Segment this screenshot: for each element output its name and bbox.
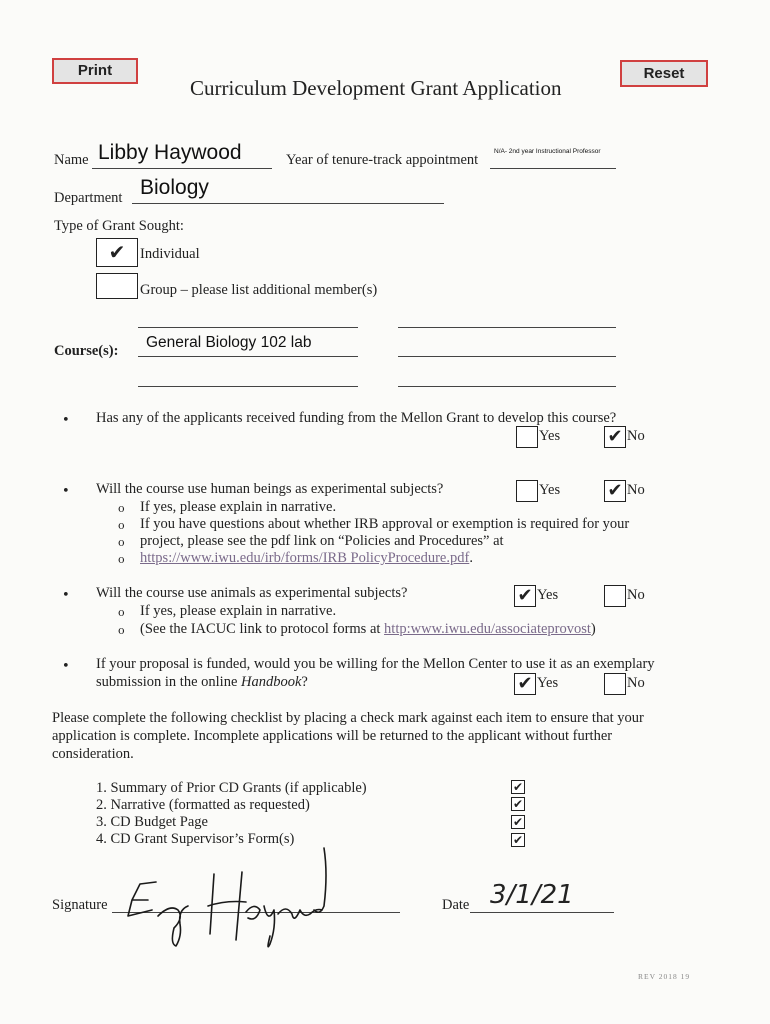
name-label: Name [54, 152, 89, 168]
q3-yes-label: Yes [537, 587, 559, 603]
q2-yes-checkbox[interactable] [516, 480, 538, 502]
individual-checkbox[interactable] [96, 238, 138, 267]
q3-no-label: No [627, 587, 645, 603]
checklist-intro-3: consideration. [52, 746, 134, 762]
q1-no-label: No [627, 428, 645, 444]
q4-yes-label: Yes [537, 675, 559, 691]
sub-bullet-icon: o [118, 606, 125, 619]
q2-sub2: If you have questions about whether IRB approval or exemption is required for your [140, 516, 630, 532]
course-line-5 [138, 386, 358, 387]
name-underline [92, 168, 272, 169]
department-label: Department [54, 190, 123, 206]
q2-sub1: If yes, please explain in narrative. [140, 499, 337, 515]
group-checkbox[interactable] [96, 273, 138, 299]
q2-yes-label: Yes [539, 482, 561, 498]
sub-bullet-icon: o [118, 519, 125, 532]
q2-sub3: project, please see the pdf link on “Policies and Procedures” at [140, 533, 504, 549]
date-label: Date [442, 897, 470, 913]
tenure-field[interactable]: N/A- 2nd year Instructional Professor [494, 148, 601, 155]
q3-text: Will the course use animals as experimental subjects? [96, 585, 408, 601]
q2-no-label: No [627, 482, 645, 498]
bullet-icon: • [62, 484, 70, 499]
page-title: Curriculum Development Grant Application [190, 76, 562, 100]
checklist-checkbox[interactable]: ✔ [512, 780, 524, 794]
q1-no-checkbox[interactable]: ✔ [604, 426, 626, 448]
q3-sub2-text: (See the IACUC link to protocol forms at [140, 621, 385, 637]
reset-button[interactable]: Reset [620, 60, 708, 87]
sub-bullet-icon: o [118, 536, 125, 549]
q4-yes-checkbox[interactable]: ✔ [514, 673, 536, 695]
q1-text: Has any of the applicants received funding from the Mellon Grant to develop this course? [96, 410, 617, 426]
course-field-1[interactable]: General Biology 102 lab [146, 334, 312, 351]
q2-no-checkbox[interactable]: ✔ [604, 480, 626, 502]
signature-label: Signature [52, 897, 108, 913]
checklist-item: 3. CD Budget Page [96, 814, 208, 830]
sub-bullet-icon: o [118, 502, 125, 515]
courses-label: Course(s): [54, 343, 119, 359]
checklist-item: 2. Narrative (formatted as requested) [96, 797, 310, 813]
grant-type-label: Type of Grant Sought: [54, 218, 184, 234]
sub-bullet-icon: o [118, 553, 125, 566]
checklist-checkbox[interactable]: ✔ [512, 797, 524, 811]
q3-sub2-end: ) [590, 621, 596, 637]
q3-sub2 [140, 621, 596, 638]
date-field[interactable]: 3/1/21 [490, 880, 574, 910]
checklist-intro-2: application is complete. Incomplete applications will be returned to the applicant without further [52, 728, 613, 744]
q2-text: Will the course use human beings as experimental subjects? [96, 481, 444, 497]
date-underline [470, 912, 614, 913]
q4-no-label: No [627, 675, 645, 691]
name-field[interactable]: Libby Haywood [98, 141, 242, 164]
checklist-intro-1: Please complete the following checklist by placing a check mark against each item to ensure that your [52, 710, 644, 726]
q4-text-pre: submission in the online [96, 674, 241, 690]
q1-yes-label: Yes [539, 428, 561, 444]
bullet-icon: • [62, 659, 70, 674]
department-field[interactable]: Biology [140, 176, 209, 199]
bullet-icon: • [62, 588, 70, 603]
print-button[interactable]: Print [52, 58, 138, 84]
course-line-3 [138, 356, 358, 357]
checklist-checkbox[interactable]: ✔ [512, 815, 524, 829]
course-line-1 [138, 327, 358, 328]
checklist-checkbox[interactable]: ✔ [512, 833, 524, 847]
sub-bullet-icon: o [118, 624, 125, 637]
irb-policy-link[interactable] [140, 550, 473, 567]
q4-text-line1: If your proposal is funded, would you be willing for the Mellon Center to use it as an exemplary [96, 656, 655, 672]
checkmark-icon: ✔ [108, 240, 126, 264]
checklist-item: 4. CD Grant Supervisor’s Form(s) [96, 831, 295, 847]
individual-label: Individual [140, 246, 200, 262]
q3-sub1: If yes, please explain in narrative. [140, 603, 337, 619]
course-line-4 [398, 356, 616, 357]
course-line-6 [398, 386, 616, 387]
q3-no-checkbox[interactable] [604, 585, 626, 607]
q4-no-checkbox[interactable] [604, 673, 626, 695]
iacuc-link[interactable]: http:www.iwu.edu/associateprovost [384, 621, 591, 637]
q4-text-end: ? [301, 674, 308, 690]
tenure-underline [490, 168, 616, 169]
department-underline [132, 203, 444, 204]
q1-yes-checkbox[interactable] [516, 426, 538, 448]
q4-text-em: Handbook [241, 674, 302, 690]
irb-link-text[interactable]: https://www.iwu.edu/irb/forms/IRB PolicyProcedure.pdf [140, 550, 470, 566]
course-line-2 [398, 327, 616, 328]
q4-text-line2 [96, 674, 308, 691]
tenure-label: Year of tenure-track appointment [286, 152, 479, 168]
checklist-item: 1. Summary of Prior CD Grants (if applicable) [96, 780, 367, 796]
bullet-icon: • [62, 413, 70, 428]
q3-yes-checkbox[interactable]: ✔ [514, 585, 536, 607]
revision-footer: REV 2018 19 [638, 972, 691, 981]
irb-link-end: . [469, 550, 473, 566]
signature-image [118, 844, 350, 952]
group-label: Group – please list additional member(s) [140, 282, 378, 298]
